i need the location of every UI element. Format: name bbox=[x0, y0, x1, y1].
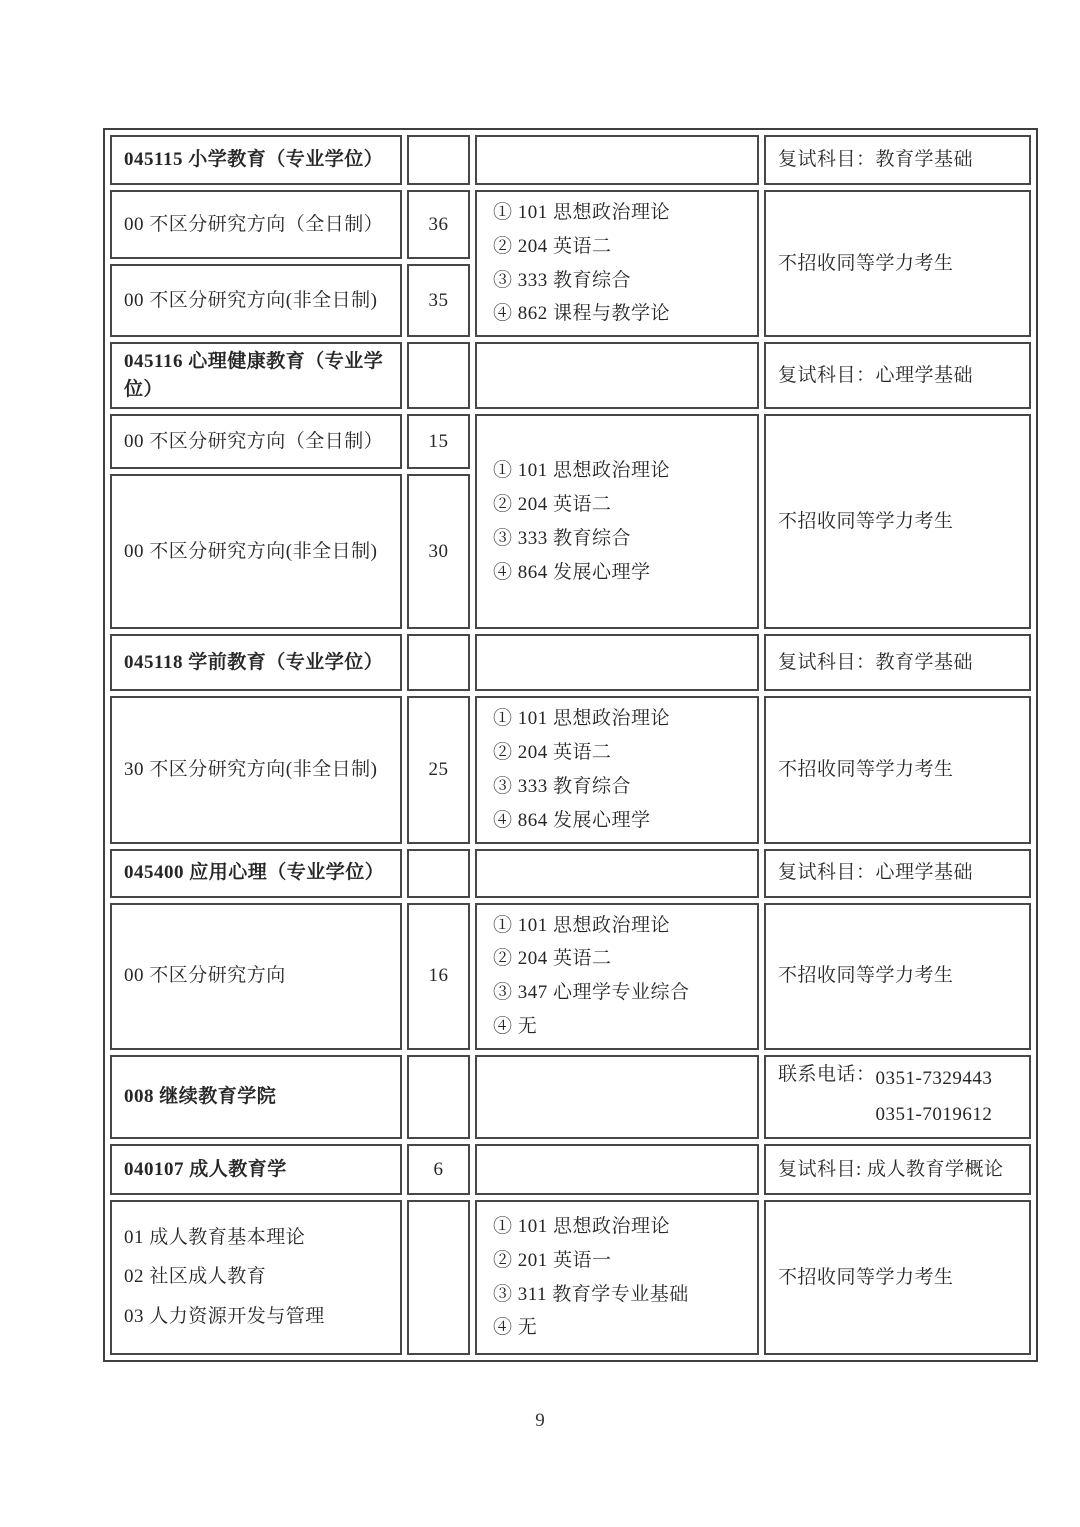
exam-subject: ② 204 英语二 bbox=[493, 742, 612, 764]
direction-name: 00 不区分研究方向(非全日制) bbox=[110, 264, 402, 337]
exam-subject: ④ 无 bbox=[493, 1016, 538, 1038]
exam-subject: ③ 347 心理学专业综合 bbox=[493, 982, 690, 1004]
exam-subject: ② 204 英语二 bbox=[493, 948, 612, 970]
quota-cell-empty bbox=[407, 135, 470, 185]
direction-quota: 36 bbox=[407, 190, 470, 259]
program-remark: 复试科目：心理学基础 bbox=[764, 849, 1031, 898]
remark-note: 不招收同等学力考生 bbox=[764, 1200, 1031, 1355]
program-title: 045400 应用心理（专业学位） bbox=[110, 849, 402, 898]
direction-list bbox=[110, 1200, 402, 1355]
direction-name: 02 社区成人教育 bbox=[124, 1266, 267, 1288]
exam-subject: ① 101 思想政治理论 bbox=[493, 914, 671, 936]
exams-cell-empty bbox=[475, 342, 759, 409]
exam-subject: ③ 333 教育综合 bbox=[493, 775, 632, 797]
quota-cell-empty bbox=[407, 849, 470, 898]
exam-subjects bbox=[475, 1200, 759, 1355]
direction-name: 03 人力资源开发与管理 bbox=[124, 1305, 325, 1327]
program-quota: 6 bbox=[407, 1144, 470, 1195]
exams-cell-empty bbox=[475, 135, 759, 185]
direction-name: 00 不区分研究方向 bbox=[110, 903, 402, 1050]
college-contact bbox=[764, 1055, 1031, 1139]
program-title: 045115 小学教育（专业学位） bbox=[110, 135, 402, 185]
program-remark: 复试科目：教育学基础 bbox=[764, 634, 1031, 691]
exam-subject: ② 204 英语二 bbox=[493, 494, 612, 516]
direction-quota: 25 bbox=[407, 696, 470, 843]
exam-subject: ④ 864 发展心理学 bbox=[493, 561, 651, 583]
exams-cell-empty bbox=[475, 1055, 759, 1139]
exam-subjects bbox=[475, 190, 759, 337]
direction-name: 01 成人教育基本理论 bbox=[124, 1226, 306, 1248]
exam-subjects bbox=[475, 903, 759, 1050]
direction-name: 30 不区分研究方向(非全日制) bbox=[110, 696, 402, 843]
exam-subject: ④ 862 课程与教学论 bbox=[493, 303, 671, 325]
quota-cell-empty bbox=[407, 1055, 470, 1139]
direction-name: 00 不区分研究方向（全日制） bbox=[110, 190, 402, 259]
exam-subject: ③ 333 教育综合 bbox=[493, 527, 632, 549]
program-title: 045118 学前教育（专业学位） bbox=[110, 634, 402, 691]
contact-phone: 0351-7019612 bbox=[875, 1103, 993, 1125]
quota-cell-empty bbox=[407, 634, 470, 691]
direction-quota: 35 bbox=[407, 264, 470, 337]
exam-subject: ③ 333 教育综合 bbox=[493, 269, 632, 291]
contact-phone: 0351-7329443 bbox=[875, 1067, 993, 1089]
exam-subject: ① 101 思想政治理论 bbox=[493, 1215, 671, 1237]
exams-cell-empty bbox=[475, 634, 759, 691]
program-title: 040107 成人教育学 bbox=[110, 1144, 402, 1195]
direction-name: 00 不区分研究方向(非全日制) bbox=[110, 474, 402, 629]
program-remark: 复试科目: 成人教育学概论 bbox=[764, 1144, 1031, 1195]
college-title: 008 继续教育学院 bbox=[110, 1055, 402, 1139]
exam-subject: ② 204 英语二 bbox=[493, 235, 612, 257]
quota-cell-empty bbox=[407, 1200, 470, 1355]
exam-subject: ④ 无 bbox=[493, 1317, 538, 1339]
remark-note: 不招收同等学力考生 bbox=[764, 414, 1031, 629]
quota-cell-empty bbox=[407, 342, 470, 409]
exams-cell-empty bbox=[475, 1144, 759, 1195]
program-remark: 复试科目：心理学基础 bbox=[764, 342, 1031, 409]
exam-subject: ① 101 思想政治理论 bbox=[493, 708, 671, 730]
page-number: 9 bbox=[535, 1410, 545, 1431]
exam-subject: ① 101 思想政治理论 bbox=[493, 460, 671, 482]
exam-subjects bbox=[475, 414, 759, 629]
direction-quota: 15 bbox=[407, 414, 470, 469]
direction-quota: 16 bbox=[407, 903, 470, 1050]
contact-label: 联系电话： bbox=[778, 1063, 876, 1085]
exam-subject: ③ 311 教育学专业基础 bbox=[493, 1283, 689, 1305]
direction-name: 00 不区分研究方向（全日制） bbox=[110, 414, 402, 469]
program-title: 045116 心理健康教育（专业学位） bbox=[110, 342, 402, 409]
program-remark: 复试科目：教育学基础 bbox=[764, 135, 1031, 185]
exam-subject: ② 201 英语一 bbox=[493, 1249, 612, 1271]
remark-note: 不招收同等学力考生 bbox=[764, 903, 1031, 1050]
exam-subjects bbox=[475, 696, 759, 843]
exam-subject: ④ 864 发展心理学 bbox=[493, 809, 651, 831]
direction-quota: 30 bbox=[407, 474, 470, 629]
remark-note: 不招收同等学力考生 bbox=[764, 696, 1031, 843]
remark-note: 不招收同等学力考生 bbox=[764, 190, 1031, 337]
admissions-catalog-table bbox=[103, 128, 1038, 1362]
exam-subject: ① 101 思想政治理论 bbox=[493, 202, 671, 223]
exams-cell-empty bbox=[475, 849, 759, 898]
